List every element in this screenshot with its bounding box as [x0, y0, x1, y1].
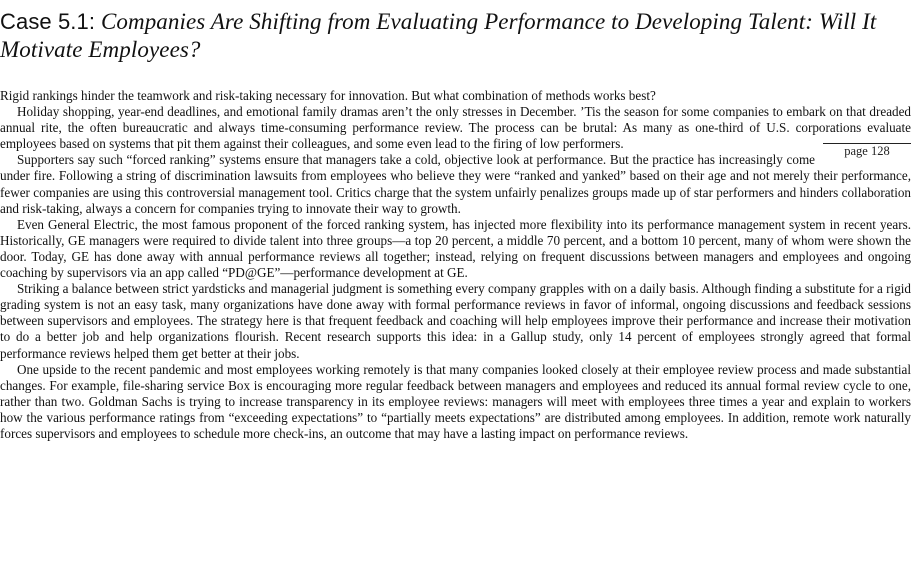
paragraph-1-text: Holiday shopping, year-end deadlines, and emotional family dramas aren’t the only stresses in December. ’Tis the season for some companies to embark on that dreaded annual rite, the often bureaucratic and always time-consuming performance review. The process can be brutal: As many as one-third of U.S. corporations evaluate employees based on systems that pit them against their colleagues, — [0, 104, 911, 152]
paragraph-4: Striking a balance between strict yardsticks and managerial judgment is something every company grapples with on a daily basis. Although finding a substitute for a rigid grading system is not an easy task, many organizations have done away with formal performance reviews in favor of informal, ongoing discussions and feedback sessions between supervisors and employees. The strategy here is that frequent feedback and coaching will help employees improve their performance and increase their motivation to do a better job and help organizations flourish. Recent research supports this idea: in a Gallup study, only 14 percent of employees strongly agreed that formal performance reviews helped them get better at their jobs. — [0, 281, 911, 361]
paragraph-5: One upside to the recent pandemic and most employees working remotely is that many companies looked closely at their employee review process and made substantial changes. For example, file-sharing service Box is encouraging more regular feedback between managers and employees and reduced its annual formal review cycle to one, rather than two. Goldman Sachs is trying to increase transparency in its employee reviews: managers will meet with employees three times a year and explain to workers how the various performance ratings from “exceeding expectations” to “partially meets expectations” are distributed among employees. In addition, remote work naturally forces supervisors and employees to schedule more check-ins, an outcome that may have a lasting impact on performance reviews. — [0, 361, 911, 441]
article-body — [0, 88, 911, 442]
paragraph-2: Supporters say such “forced ranking” systems ensure that managers take a cold, objective look at performance. But the practice has increasingly come under fire. Following a string of discrimination lawsuits from employees who believe they were “ranked and yanked” based on their age and not merely their performance, fewer companies are using this controversial management tool. Critics charge that the system unfairly penalizes groups made up of star performers and hinders collaboration and risk-taking, always a concern for companies trying to innovate their way to growth. — [0, 152, 911, 216]
case-title — [0, 8, 911, 64]
paragraph-1 — [0, 104, 911, 159]
page-number-marker: page 128 — [823, 143, 911, 158]
case-label: Case 5.1: — [0, 9, 96, 34]
lead-paragraph: Rigid rankings hinder the teamwork and risk-taking necessary for innovation. But what combination of methods works best? — [0, 88, 656, 103]
paragraph-3: Even General Electric, the most famous proponent of the forced ranking system, has injected more flexibility into its performance management system in recent years. Historically, GE managers were required to divide talent into three groups—a top 20 percent, a middle 70 percent, and a bottom 10 percent, many of whom were shown the door. Today, GE has done away with annual performance reviews all together; instead, relying on frequent discussions between managers and employees and ongoing coaching by supervisors via an app called “PD@GE”—performance development at GE. — [0, 216, 911, 281]
case-headline: Companies Are Shifting from Evaluating Performance to Developing Talent: Will It Motivate Employees? — [0, 9, 877, 62]
paragraph-1-continuation: and some even lead to the firing of low performers. — [353, 136, 624, 152]
